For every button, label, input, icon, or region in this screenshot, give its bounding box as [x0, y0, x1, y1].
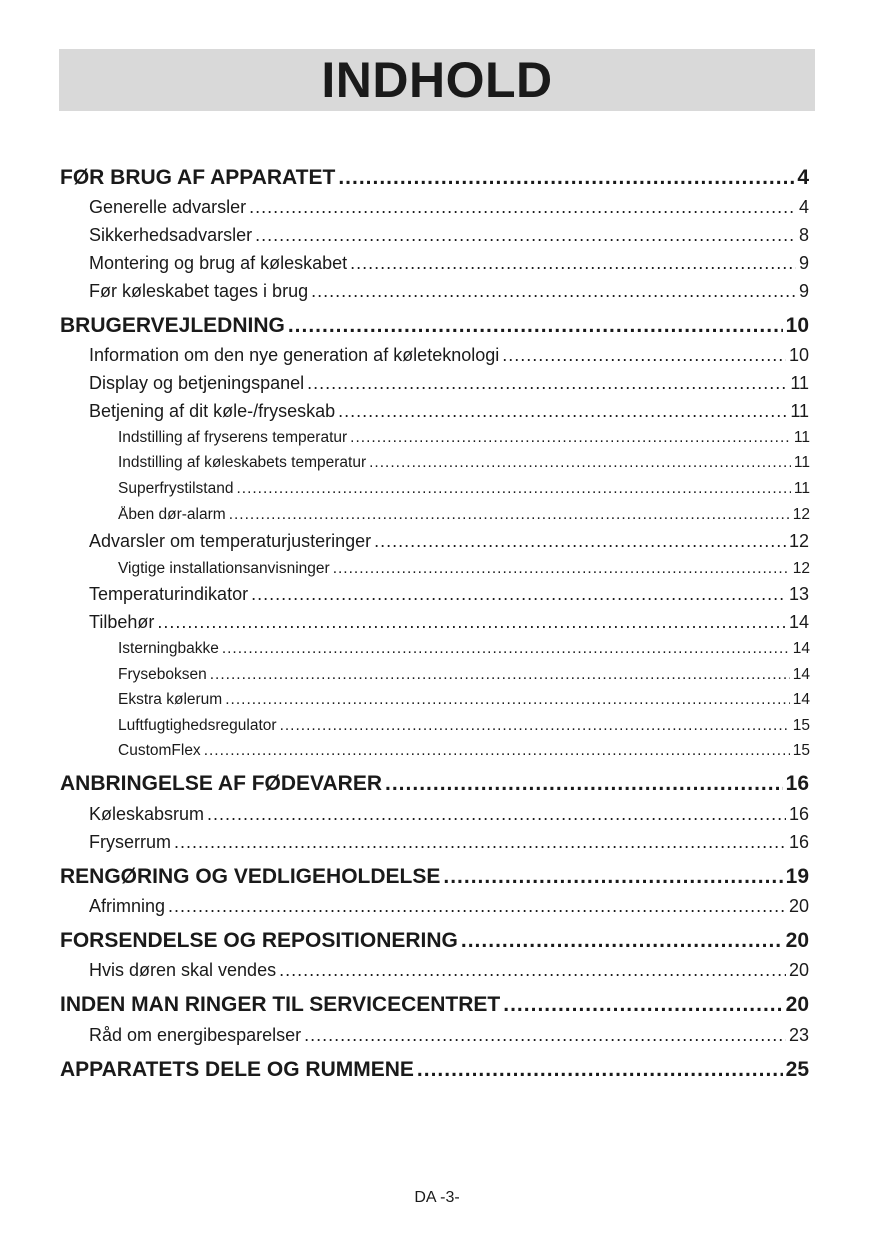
toc-entry-label: Indstilling af køleskabets temperatur	[118, 453, 367, 471]
toc-leader-dots	[288, 314, 783, 338]
toc-entry[interactable]	[89, 281, 809, 307]
toc-entry[interactable]	[60, 772, 809, 802]
toc-entry-label: RENGØRING OG VEDLIGEHOLDELSE	[60, 865, 441, 888]
toc-entry[interactable]	[89, 804, 809, 830]
toc-entry-page-number: 12	[792, 559, 810, 577]
toc-entry[interactable]	[89, 253, 809, 279]
toc-entry-label: Montering og brug af køleskabet	[89, 253, 348, 273]
toc-entry-label: Afrimning	[89, 896, 166, 916]
toc-entry-page-number: 4	[798, 197, 809, 217]
toc-leader-dots	[333, 560, 790, 578]
toc-leader-dots	[443, 865, 782, 889]
toc-entry-page-number: 4	[797, 166, 809, 189]
toc-entry[interactable]	[118, 429, 810, 452]
toc-entry-label: Luftfugtighedsregulator	[118, 716, 277, 734]
toc-entry-page-number: 14	[792, 665, 810, 683]
toc-entry[interactable]	[60, 865, 809, 895]
toc-entry-label: Sikkerhedsadvarsler	[89, 225, 253, 245]
toc-entry-label: Temperaturindikator	[89, 584, 249, 604]
toc-entry-label: APPARATETS DELE OG RUMMENE	[60, 1058, 414, 1081]
toc-entry[interactable]	[89, 1025, 809, 1051]
toc-leader-dots	[168, 896, 786, 917]
toc-entry-page-number: 16	[785, 772, 809, 795]
toc-leader-dots	[251, 584, 786, 605]
toc-entry[interactable]	[60, 314, 809, 344]
toc-entry-page-number: 14	[788, 612, 809, 632]
toc-entry-page-number: 11	[790, 373, 809, 393]
toc-entry-label: Display og betjeningspanel	[89, 373, 305, 393]
toc-entry-page-number: 20	[788, 960, 809, 980]
toc-entry-page-number: 11	[793, 453, 810, 471]
toc-entry-label: ANBRINGELSE AF FØDEVARER	[60, 772, 383, 795]
toc-entry-page-number: 11	[793, 479, 810, 497]
toc-entry-page-number: 9	[798, 253, 809, 273]
toc-entry[interactable]	[89, 584, 809, 610]
toc-entry-label: Råd om energibesparelser	[89, 1025, 302, 1045]
toc-entry-label: INDEN MAN RINGER TIL SERVICECENTRET	[60, 993, 501, 1016]
toc-entry-label: BRUGERVEJLEDNING	[60, 314, 285, 337]
toc-leader-dots	[307, 373, 787, 394]
toc-leader-dots	[350, 253, 796, 274]
toc-entry-label: Ekstra kølerum	[118, 690, 223, 708]
toc-leader-dots	[417, 1058, 783, 1082]
toc-entry[interactable]	[118, 691, 810, 714]
toc-entry-label: Fryseboksen	[118, 665, 207, 683]
toc-leader-dots	[229, 506, 790, 524]
toc-entry[interactable]	[60, 929, 809, 959]
toc-leader-dots	[279, 960, 786, 981]
toc-leader-dots	[350, 429, 791, 447]
toc-entry-label: Indstilling af fryserens temperatur	[118, 428, 348, 446]
toc-entry-page-number: 12	[788, 531, 809, 551]
toc-entry[interactable]	[89, 373, 809, 399]
toc-entry[interactable]	[89, 197, 809, 223]
toc-entry[interactable]	[89, 612, 809, 638]
toc-entry-label: Isterningbakke	[118, 639, 219, 657]
toc-entry-label: Før køleskabet tages i brug	[89, 281, 309, 301]
toc-entry[interactable]	[89, 345, 809, 371]
toc-leader-dots	[304, 1025, 786, 1046]
toc-entry[interactable]	[89, 960, 809, 986]
toc-entry[interactable]	[118, 560, 810, 583]
toc-entry-label: Generelle advarsler	[89, 197, 247, 217]
toc-leader-dots	[249, 197, 796, 218]
toc-leader-dots	[338, 401, 787, 422]
toc-entry-label: Superfrystilstand	[118, 479, 234, 497]
toc-entry-label: Information om den nye generation af køleteknologi	[89, 345, 500, 365]
toc-entry[interactable]	[118, 666, 810, 689]
toc-leader-dots	[157, 612, 786, 633]
toc-leader-dots	[374, 531, 786, 552]
toc-leader-dots	[385, 772, 783, 796]
toc-entry[interactable]	[118, 480, 810, 503]
toc-entry-page-number: 19	[785, 865, 809, 888]
toc-leader-dots	[236, 480, 790, 498]
toc-entry[interactable]	[118, 454, 810, 477]
toc-entry-page-number: 11	[790, 401, 809, 421]
toc-entry[interactable]	[89, 225, 809, 251]
page-title: INDHOLD	[321, 52, 553, 108]
toc-entry[interactable]	[118, 640, 810, 663]
toc-leader-dots	[369, 454, 791, 472]
toc-leader-dots	[503, 993, 782, 1017]
toc-entry[interactable]	[60, 166, 809, 196]
toc-entry-page-number: 23	[788, 1025, 809, 1045]
toc-entry-page-number: 11	[793, 428, 810, 446]
toc-entry-label: FORSENDELSE OG REPOSITIONERING	[60, 929, 458, 952]
toc-leader-dots	[280, 717, 790, 735]
toc-entry-page-number: 20	[785, 929, 809, 952]
toc-leader-dots	[207, 804, 786, 825]
toc-entry-label: FØR BRUG AF APPARATET	[60, 166, 336, 189]
toc-leader-dots	[210, 666, 790, 684]
toc-entry-label: CustomFlex	[118, 741, 201, 759]
toc-entry[interactable]	[118, 742, 810, 765]
toc-entry-page-number: 14	[792, 690, 810, 708]
toc-entry[interactable]	[89, 832, 809, 858]
toc-leader-dots	[461, 929, 783, 953]
toc-entry-page-number: 15	[792, 741, 810, 759]
toc-entry-page-number: 20	[788, 896, 809, 916]
toc-entry[interactable]	[60, 1058, 809, 1088]
toc-entry[interactable]	[118, 506, 810, 529]
toc-entry-label: Betjening af dit køle-/fryseskab	[89, 401, 336, 421]
toc-entry-page-number: 9	[798, 281, 809, 301]
toc-leader-dots	[338, 166, 794, 190]
toc-leader-dots	[174, 832, 786, 853]
toc-entry-page-number: 15	[792, 716, 810, 734]
toc-leader-dots	[255, 225, 796, 246]
toc-leader-dots	[222, 640, 790, 658]
page-footer: DA -3-	[414, 1189, 460, 1206]
toc-entry-label: Vigtige installationsanvisninger	[118, 559, 330, 577]
toc-leader-dots	[311, 281, 796, 302]
toc-entry-page-number: 14	[792, 639, 810, 657]
toc-entry-label: Tilbehør	[89, 612, 155, 632]
toc-leader-dots	[502, 345, 786, 366]
toc-leader-dots	[225, 691, 790, 709]
toc-entry-label: Advarsler om temperaturjusteringer	[89, 531, 372, 551]
toc-entry-label: Køleskabsrum	[89, 804, 205, 824]
toc-entry[interactable]	[118, 717, 810, 740]
toc-entry[interactable]	[89, 531, 809, 557]
toc-entry-page-number: 10	[785, 314, 809, 337]
toc-entry-label: Åben dør-alarm	[118, 505, 226, 523]
toc-entry[interactable]	[89, 401, 809, 427]
toc-leader-dots	[204, 742, 790, 760]
toc-entry-page-number: 16	[788, 804, 809, 824]
toc-entry-page-number: 16	[788, 832, 809, 852]
toc-entry-page-number: 13	[788, 584, 809, 604]
toc-entry-page-number: 8	[798, 225, 809, 245]
toc-entry-page-number: 25	[785, 1058, 809, 1081]
toc-entry[interactable]	[89, 896, 809, 922]
toc-entry-label: Fryserrum	[89, 832, 171, 852]
toc-entry-page-number: 20	[785, 993, 809, 1016]
toc-entry-label: Hvis døren skal vendes	[89, 960, 277, 980]
toc-entry-page-number: 12	[792, 505, 810, 523]
toc-entry[interactable]	[60, 993, 809, 1023]
toc-entry-page-number: 10	[788, 345, 809, 365]
